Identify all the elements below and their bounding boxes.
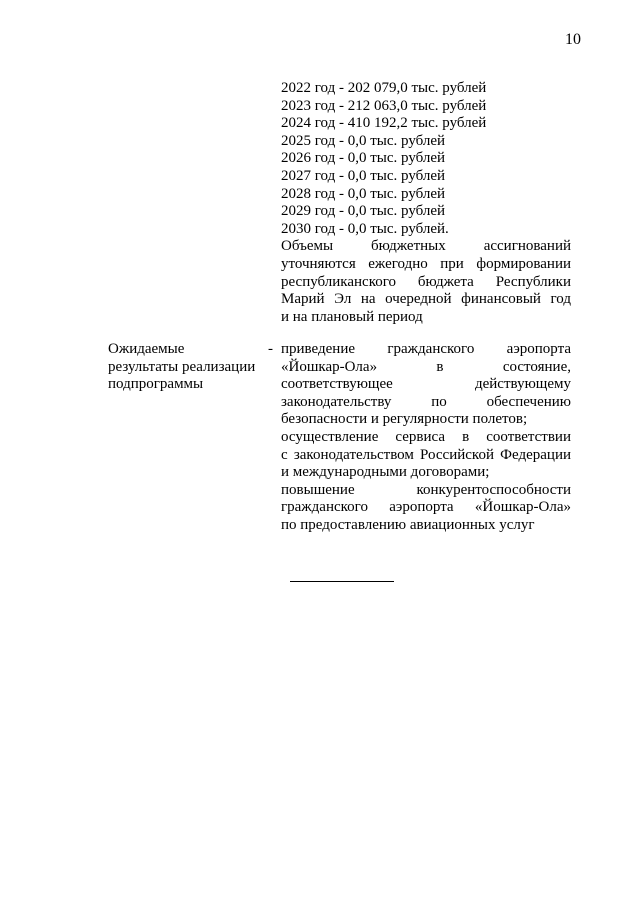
- funding-year-2027: 2027 год - 0,0 тыс. рублей: [281, 167, 446, 184]
- separator-line: [290, 581, 394, 582]
- results-text: [281, 341, 571, 535]
- results-label-line: результаты реализации: [108, 358, 256, 375]
- funding-block: [281, 80, 571, 326]
- results-text-line: и международными договорами;: [281, 464, 490, 481]
- funding-note-line: уточняются ежегодно при формировании: [281, 255, 571, 272]
- results-text-line: приведение гражданского аэропорта: [281, 341, 571, 357]
- funding-note-line: и на плановый период: [281, 308, 423, 325]
- results-text-line: с законодательством Российской Федерации: [281, 446, 571, 463]
- page-number: 10: [565, 31, 581, 48]
- results-text-line: гражданского аэропорта «Йошкар-Ола»: [281, 499, 571, 516]
- funding-year-2029: 2029 год - 0,0 тыс. рублей: [281, 203, 446, 220]
- results-text-line: законодательству по обеспечению: [281, 393, 571, 410]
- results-label-line: подпрограммы: [108, 376, 204, 393]
- funding-note-line: республиканского бюджета Республики: [281, 273, 571, 290]
- funding-year-2030: 2030 год - 0,0 тыс. рублей.: [281, 220, 449, 237]
- results-text-line: соответствующее действующему: [281, 376, 571, 393]
- funding-note-line: Марий Эл на очередной финансовый год: [281, 291, 571, 308]
- funding-year-2026: 2026 год - 0,0 тыс. рублей: [281, 150, 446, 167]
- funding-year-2023: 2023 год - 212 063,0 тыс. рублей: [281, 97, 487, 114]
- results-text-line: по предоставлению авиационных услуг: [281, 516, 535, 533]
- results-text-line: безопасности и регулярности полетов;: [281, 411, 528, 428]
- funding-note-line: Объемы бюджетных ассигнований: [281, 238, 571, 255]
- results-dash: -: [268, 341, 273, 357]
- results-label: [108, 341, 268, 394]
- results-text-line: «Йошкар-Ола» в состояние,: [281, 358, 571, 375]
- results-label-line: Ожидаемые: [108, 341, 185, 357]
- results-text-line: осуществление сервиса в соответствии: [281, 428, 571, 445]
- results-text-line: повышение конкурентоспособности: [281, 481, 571, 498]
- funding-year-2024: 2024 год - 410 192,2 тыс. рублей: [281, 115, 487, 132]
- funding-year-2022: 2022 год - 202 079,0 тыс. рублей: [281, 80, 487, 96]
- funding-year-2025: 2025 год - 0,0 тыс. рублей: [281, 132, 446, 149]
- funding-year-2028: 2028 год - 0,0 тыс. рублей: [281, 185, 446, 202]
